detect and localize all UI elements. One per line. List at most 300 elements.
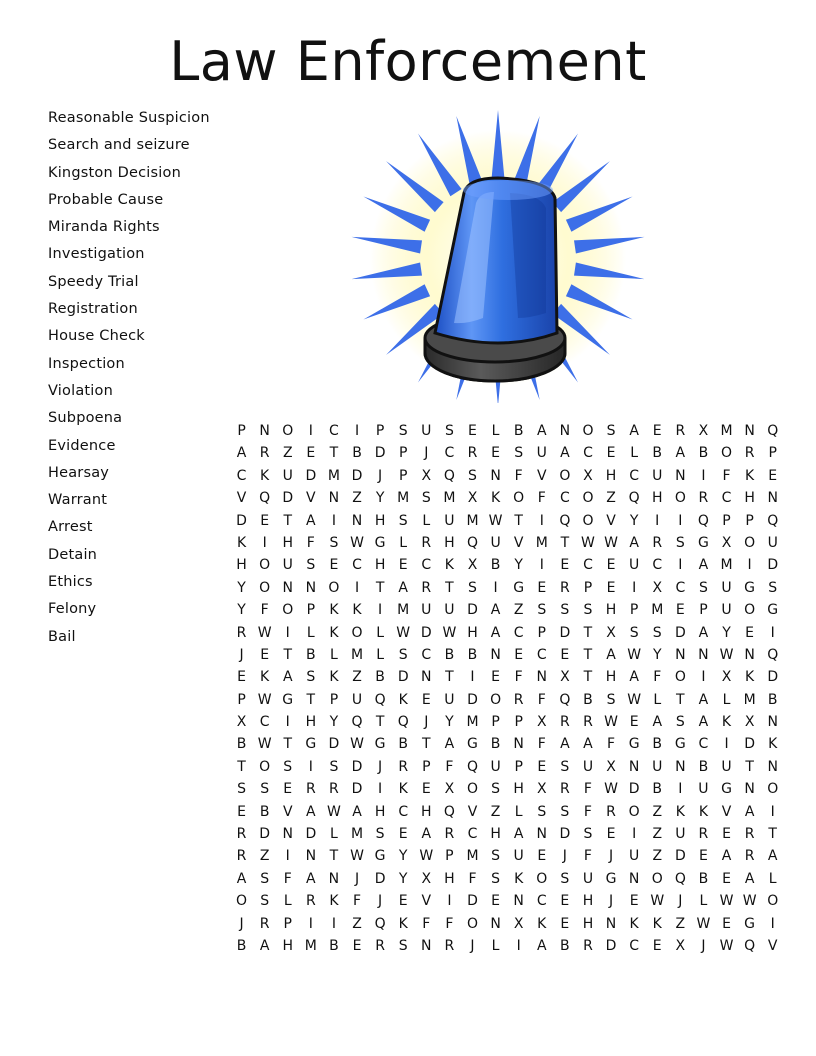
grid-cell[interactable]: L <box>283 893 292 910</box>
grid-cell[interactable]: O <box>744 602 756 619</box>
grid-cell[interactable]: Q <box>767 646 779 663</box>
grid-cell[interactable]: O <box>259 579 271 596</box>
grid-cell[interactable]: N <box>698 646 709 663</box>
grid-cell[interactable]: A <box>698 557 709 574</box>
grid-cell[interactable]: R <box>421 579 432 596</box>
grid-cell[interactable]: H <box>467 624 478 641</box>
grid-cell[interactable]: N <box>675 758 686 775</box>
grid-cell[interactable]: T <box>514 512 523 529</box>
grid-cell[interactable]: F <box>583 781 592 798</box>
grid-cell[interactable]: N <box>421 937 432 954</box>
grid-cell[interactable]: S <box>444 423 454 439</box>
grid-cell[interactable]: C <box>698 736 709 753</box>
grid-cell[interactable]: C <box>398 803 409 820</box>
grid-cell[interactable]: Q <box>466 758 478 775</box>
grid-cell[interactable]: Y <box>237 602 246 619</box>
grid-cell[interactable]: X <box>467 490 478 507</box>
grid-cell[interactable]: H <box>513 781 524 798</box>
grid-cell[interactable]: X <box>536 781 547 798</box>
grid-cell[interactable]: N <box>767 758 778 775</box>
grid-cell[interactable]: H <box>651 490 663 507</box>
grid-cell[interactable]: E <box>606 557 616 574</box>
grid-cell[interactable]: U <box>629 848 640 865</box>
grid-cell[interactable]: A <box>536 423 547 439</box>
grid-cell[interactable]: U <box>490 758 501 775</box>
grid-cell[interactable]: D <box>259 826 271 843</box>
grid-cell[interactable]: C <box>675 579 686 596</box>
grid-cell[interactable]: N <box>675 467 686 484</box>
grid-cell[interactable]: C <box>629 467 640 484</box>
grid-cell[interactable]: U <box>721 758 732 775</box>
grid-cell[interactable]: R <box>559 781 570 798</box>
grid-cell[interactable]: W <box>719 646 734 663</box>
grid-cell[interactable]: S <box>398 512 408 529</box>
grid-cell[interactable]: S <box>306 669 316 686</box>
grid-cell[interactable]: P <box>237 423 246 439</box>
grid-cell[interactable]: F <box>422 915 431 932</box>
grid-cell[interactable]: R <box>467 445 478 462</box>
grid-cell[interactable]: I <box>678 781 683 798</box>
grid-cell[interactable]: C <box>444 445 455 462</box>
grid-cell[interactable]: F <box>445 758 454 775</box>
grid-cell[interactable]: C <box>583 445 593 462</box>
grid-cell[interactable]: E <box>722 870 731 887</box>
grid-cell[interactable]: K <box>675 803 685 820</box>
grid-cell[interactable]: F <box>468 870 477 887</box>
grid-cell[interactable]: E <box>421 691 431 708</box>
grid-cell[interactable]: K <box>444 557 454 574</box>
grid-cell[interactable]: Y <box>629 512 639 529</box>
grid-cell[interactable]: T <box>583 669 593 686</box>
grid-cell[interactable]: H <box>490 826 501 843</box>
grid-cell[interactable]: G <box>628 736 640 753</box>
grid-cell[interactable]: I <box>378 781 383 798</box>
grid-cell[interactable]: R <box>583 714 593 731</box>
grid-cell[interactable]: J <box>470 937 475 954</box>
grid-cell[interactable]: W <box>350 534 364 551</box>
grid-cell[interactable]: U <box>721 602 732 619</box>
grid-cell[interactable]: T <box>560 534 570 551</box>
grid-cell[interactable]: Z <box>352 490 362 507</box>
grid-cell[interactable]: S <box>560 758 570 775</box>
grid-cell[interactable]: E <box>537 579 547 596</box>
grid-cell[interactable]: U <box>652 758 663 775</box>
grid-cell[interactable]: D <box>605 937 617 954</box>
grid-cell[interactable]: L <box>722 691 731 708</box>
grid-cell[interactable]: N <box>536 669 547 686</box>
grid-cell[interactable]: Q <box>697 512 709 529</box>
grid-cell[interactable]: D <box>467 691 478 708</box>
grid-cell[interactable]: U <box>536 445 547 462</box>
grid-cell[interactable]: A <box>306 803 316 820</box>
grid-cell[interactable]: R <box>398 758 409 775</box>
grid-cell[interactable]: W <box>719 937 734 954</box>
grid-cell[interactable]: S <box>237 781 246 798</box>
grid-cell[interactable]: O <box>674 669 686 686</box>
grid-cell[interactable]: E <box>675 602 685 619</box>
grid-cell[interactable]: N <box>744 423 755 439</box>
grid-cell[interactable]: C <box>536 893 547 910</box>
grid-cell[interactable]: C <box>236 467 247 484</box>
grid-cell[interactable]: E <box>606 826 616 843</box>
grid-cell[interactable]: I <box>378 602 383 619</box>
grid-cell[interactable]: G <box>374 848 386 865</box>
grid-cell[interactable]: I <box>747 557 752 574</box>
grid-cell[interactable]: U <box>767 534 778 551</box>
grid-cell[interactable]: Z <box>259 848 270 865</box>
grid-cell[interactable]: Q <box>374 915 386 932</box>
grid-cell[interactable]: V <box>421 893 432 910</box>
grid-cell[interactable]: Q <box>744 937 756 954</box>
grid-cell[interactable]: G <box>282 691 294 708</box>
grid-cell[interactable]: G <box>513 579 525 596</box>
grid-cell[interactable]: S <box>329 534 339 551</box>
grid-cell[interactable]: E <box>722 915 731 932</box>
grid-cell[interactable]: B <box>259 803 270 820</box>
grid-cell[interactable]: E <box>398 557 408 574</box>
grid-cell[interactable]: M <box>304 937 317 954</box>
grid-cell[interactable]: B <box>652 781 663 798</box>
grid-cell[interactable]: O <box>767 781 779 798</box>
grid-cell[interactable]: S <box>583 602 593 619</box>
grid-cell[interactable]: E <box>629 893 639 910</box>
grid-cell[interactable]: U <box>444 512 455 529</box>
grid-cell[interactable]: C <box>259 714 270 731</box>
grid-cell[interactable]: W <box>627 646 642 663</box>
grid-cell[interactable]: K <box>260 669 270 686</box>
grid-cell[interactable]: O <box>651 870 663 887</box>
grid-cell[interactable]: Q <box>559 512 571 529</box>
grid-cell[interactable]: I <box>470 669 475 686</box>
grid-cell[interactable]: K <box>398 691 408 708</box>
grid-cell[interactable]: O <box>582 423 594 439</box>
grid-cell[interactable]: F <box>722 467 731 484</box>
grid-cell[interactable]: R <box>652 534 663 551</box>
grid-cell[interactable]: H <box>582 915 594 932</box>
grid-cell[interactable]: G <box>305 736 317 753</box>
grid-cell[interactable]: A <box>721 848 732 865</box>
grid-cell[interactable]: N <box>536 826 547 843</box>
grid-cell[interactable]: K <box>329 669 339 686</box>
grid-cell[interactable]: I <box>331 512 336 529</box>
grid-cell[interactable]: D <box>351 467 363 484</box>
grid-cell[interactable]: M <box>466 714 479 731</box>
grid-cell[interactable]: L <box>330 646 338 663</box>
grid-cell[interactable]: R <box>305 893 316 910</box>
grid-cell[interactable]: R <box>259 915 270 932</box>
grid-cell[interactable]: X <box>421 467 432 484</box>
grid-cell[interactable]: V <box>536 467 547 484</box>
grid-cell[interactable]: E <box>652 423 662 439</box>
grid-cell[interactable]: K <box>398 915 408 932</box>
grid-cell[interactable]: A <box>236 445 247 462</box>
grid-cell[interactable]: X <box>467 557 478 574</box>
grid-cell[interactable]: R <box>236 826 247 843</box>
grid-cell[interactable]: J <box>239 646 244 663</box>
grid-cell[interactable]: L <box>630 445 639 462</box>
grid-cell[interactable]: R <box>305 781 316 798</box>
grid-cell[interactable]: S <box>583 826 593 843</box>
grid-cell[interactable]: T <box>583 646 593 663</box>
grid-cell[interactable]: B <box>467 646 478 663</box>
grid-cell[interactable]: R <box>698 490 709 507</box>
grid-cell[interactable]: R <box>559 579 570 596</box>
grid-cell[interactable]: R <box>744 826 755 843</box>
grid-cell[interactable]: N <box>513 736 524 753</box>
grid-cell[interactable]: C <box>583 557 593 574</box>
grid-cell[interactable]: E <box>652 937 662 954</box>
grid-cell[interactable]: S <box>260 893 270 910</box>
grid-cell[interactable]: P <box>283 915 292 932</box>
grid-cell[interactable]: I <box>632 826 637 843</box>
grid-cell[interactable]: C <box>513 624 524 641</box>
grid-cell[interactable]: B <box>329 937 339 954</box>
grid-cell[interactable]: W <box>604 781 618 798</box>
grid-cell[interactable]: G <box>374 534 386 551</box>
grid-cell[interactable]: O <box>282 423 294 439</box>
grid-cell[interactable]: M <box>535 534 548 551</box>
grid-cell[interactable]: J <box>378 893 383 910</box>
grid-cell[interactable]: P <box>491 714 500 731</box>
grid-cell[interactable]: V <box>606 512 616 529</box>
grid-cell[interactable]: A <box>652 714 663 731</box>
grid-cell[interactable]: O <box>490 691 502 708</box>
grid-cell[interactable]: O <box>466 781 478 798</box>
grid-cell[interactable]: W <box>350 848 364 865</box>
grid-cell[interactable]: Q <box>397 714 409 731</box>
grid-cell[interactable]: A <box>352 803 362 820</box>
grid-cell[interactable]: E <box>514 646 524 663</box>
grid-cell[interactable]: Z <box>652 848 663 865</box>
grid-cell[interactable]: R <box>744 445 755 462</box>
grid-cell[interactable]: S <box>560 803 570 820</box>
grid-cell[interactable]: X <box>236 714 247 731</box>
grid-cell[interactable]: R <box>675 423 686 439</box>
grid-cell[interactable]: P <box>445 848 454 865</box>
grid-cell[interactable]: I <box>262 534 267 551</box>
grid-cell[interactable]: G <box>605 870 617 887</box>
grid-cell[interactable]: D <box>374 870 386 887</box>
grid-cell[interactable]: W <box>419 848 434 865</box>
grid-cell[interactable]: I <box>539 512 544 529</box>
grid-cell[interactable]: D <box>467 893 478 910</box>
grid-cell[interactable]: H <box>282 534 293 551</box>
grid-cell[interactable]: B <box>767 691 778 708</box>
grid-cell[interactable]: W <box>257 624 272 641</box>
grid-cell[interactable]: T <box>375 714 385 731</box>
grid-cell[interactable]: H <box>374 803 386 820</box>
grid-cell[interactable]: G <box>744 579 756 596</box>
grid-cell[interactable]: D <box>467 602 478 619</box>
grid-cell[interactable]: T <box>237 758 246 775</box>
grid-cell[interactable]: E <box>560 893 570 910</box>
grid-cell[interactable]: U <box>444 691 455 708</box>
grid-cell[interactable]: K <box>629 915 639 932</box>
grid-cell[interactable]: I <box>308 423 313 439</box>
grid-cell[interactable]: R <box>698 826 709 843</box>
grid-cell[interactable]: W <box>719 893 734 910</box>
grid-cell[interactable]: X <box>513 915 524 932</box>
grid-cell[interactable]: B <box>444 646 455 663</box>
grid-cell[interactable]: K <box>721 714 732 731</box>
grid-cell[interactable]: I <box>632 579 637 596</box>
grid-cell[interactable]: N <box>513 893 524 910</box>
grid-cell[interactable]: M <box>350 826 364 843</box>
grid-cell[interactable]: X <box>721 669 732 686</box>
grid-cell[interactable]: I <box>539 557 544 574</box>
grid-cell[interactable]: B <box>398 736 408 753</box>
grid-cell[interactable]: R <box>236 624 247 641</box>
grid-cell[interactable]: F <box>283 870 292 887</box>
grid-cell[interactable]: K <box>236 534 247 551</box>
grid-cell[interactable]: G <box>744 915 756 932</box>
grid-cell[interactable]: M <box>743 691 756 708</box>
grid-cell[interactable]: L <box>399 534 408 551</box>
grid-cell[interactable]: U <box>490 534 501 551</box>
grid-cell[interactable]: O <box>351 624 363 641</box>
grid-cell[interactable]: A <box>282 669 293 686</box>
grid-cell[interactable]: U <box>421 423 432 439</box>
grid-cell[interactable]: D <box>420 624 432 641</box>
grid-cell[interactable]: N <box>559 423 571 439</box>
grid-cell[interactable]: D <box>374 445 386 462</box>
grid-cell[interactable]: O <box>559 467 571 484</box>
grid-cell[interactable]: I <box>701 467 706 484</box>
grid-cell[interactable]: I <box>493 579 498 596</box>
grid-cell[interactable]: W <box>696 915 711 932</box>
grid-cell[interactable]: K <box>698 803 709 820</box>
grid-cell[interactable]: V <box>767 937 778 954</box>
grid-cell[interactable]: S <box>560 602 570 619</box>
grid-cell[interactable]: T <box>375 579 385 596</box>
grid-cell[interactable]: X <box>536 714 547 731</box>
grid-cell[interactable]: M <box>720 557 733 574</box>
grid-cell[interactable]: G <box>674 736 686 753</box>
grid-cell[interactable]: B <box>560 937 570 954</box>
grid-cell[interactable]: C <box>559 490 570 507</box>
grid-cell[interactable]: S <box>606 691 616 708</box>
grid-cell[interactable]: H <box>444 534 455 551</box>
grid-cell[interactable]: S <box>421 490 431 507</box>
grid-cell[interactable]: N <box>675 646 686 663</box>
grid-cell[interactable]: R <box>259 445 270 462</box>
grid-cell[interactable]: N <box>490 915 501 932</box>
grid-cell[interactable]: X <box>652 579 663 596</box>
grid-cell[interactable]: R <box>421 534 432 551</box>
grid-cell[interactable]: N <box>305 579 317 596</box>
grid-cell[interactable]: Y <box>237 579 246 596</box>
grid-cell[interactable]: K <box>329 893 339 910</box>
grid-cell[interactable]: S <box>398 937 408 954</box>
grid-cell[interactable]: A <box>583 736 593 753</box>
grid-cell[interactable]: I <box>678 557 683 574</box>
grid-cell[interactable]: N <box>259 423 270 439</box>
grid-cell[interactable]: O <box>744 534 756 551</box>
grid-cell[interactable]: W <box>257 736 272 753</box>
grid-cell[interactable]: S <box>698 579 708 596</box>
grid-cell[interactable]: A <box>698 691 709 708</box>
grid-cell[interactable]: S <box>537 803 547 820</box>
grid-cell[interactable]: M <box>720 423 733 439</box>
grid-cell[interactable]: K <box>514 870 524 887</box>
grid-cell[interactable]: I <box>285 624 290 641</box>
grid-cell[interactable]: F <box>352 893 362 910</box>
grid-cell[interactable]: Q <box>443 803 455 820</box>
grid-cell[interactable]: T <box>445 579 454 596</box>
grid-cell[interactable]: V <box>721 803 732 820</box>
grid-cell[interactable]: M <box>397 490 410 507</box>
grid-cell[interactable]: F <box>653 669 662 686</box>
grid-cell[interactable]: Z <box>352 669 362 686</box>
grid-cell[interactable]: B <box>236 736 247 753</box>
grid-cell[interactable]: F <box>583 803 592 820</box>
grid-cell[interactable]: K <box>537 915 547 932</box>
grid-cell[interactable]: L <box>306 624 315 641</box>
grid-cell[interactable]: B <box>490 736 501 753</box>
grid-cell[interactable]: L <box>491 423 500 439</box>
grid-cell[interactable]: D <box>674 624 686 641</box>
grid-cell[interactable]: E <box>398 893 408 910</box>
grid-cell[interactable]: S <box>468 579 477 596</box>
grid-cell[interactable]: X <box>444 781 455 798</box>
grid-cell[interactable]: W <box>627 691 642 708</box>
grid-cell[interactable]: U <box>351 691 363 708</box>
grid-cell[interactable]: Z <box>652 803 663 820</box>
grid-cell[interactable]: E <box>398 826 408 843</box>
grid-cell[interactable]: O <box>582 490 594 507</box>
grid-cell[interactable]: F <box>445 915 454 932</box>
grid-cell[interactable]: V <box>306 490 316 507</box>
grid-cell[interactable]: D <box>744 736 755 753</box>
grid-cell[interactable]: Q <box>374 691 386 708</box>
grid-cell[interactable]: Y <box>398 848 408 865</box>
grid-cell[interactable]: T <box>306 691 316 708</box>
grid-cell[interactable]: E <box>560 646 570 663</box>
grid-cell[interactable]: D <box>328 736 340 753</box>
grid-cell[interactable]: G <box>721 781 732 798</box>
grid-cell[interactable]: C <box>536 646 547 663</box>
grid-cell[interactable]: O <box>466 915 478 932</box>
grid-cell[interactable]: Z <box>352 915 362 932</box>
grid-cell[interactable]: P <box>514 714 523 731</box>
grid-cell[interactable]: D <box>282 490 294 507</box>
grid-cell[interactable]: F <box>260 602 269 619</box>
grid-cell[interactable]: Q <box>674 870 686 887</box>
grid-cell[interactable]: D <box>559 624 571 641</box>
grid-cell[interactable]: N <box>351 512 363 529</box>
grid-cell[interactable]: Y <box>445 714 454 731</box>
grid-cell[interactable]: K <box>329 602 339 619</box>
grid-cell[interactable]: L <box>768 870 777 887</box>
grid-cell[interactable]: E <box>237 803 246 820</box>
grid-cell[interactable]: H <box>374 557 386 574</box>
grid-cell[interactable]: L <box>422 512 431 529</box>
grid-cell[interactable]: Q <box>259 490 271 507</box>
grid-cell[interactable]: P <box>768 445 777 462</box>
grid-cell[interactable]: U <box>421 602 432 619</box>
grid-cell[interactable]: O <box>767 893 779 910</box>
grid-cell[interactable]: Y <box>398 870 408 887</box>
grid-cell[interactable]: A <box>675 445 686 462</box>
grid-cell[interactable]: H <box>744 490 755 507</box>
grid-cell[interactable]: T <box>745 758 754 775</box>
grid-cell[interactable]: O <box>513 490 525 507</box>
grid-cell[interactable]: X <box>583 467 593 484</box>
grid-cell[interactable]: W <box>257 691 272 708</box>
grid-cell[interactable]: K <box>768 736 778 753</box>
grid-cell[interactable]: J <box>424 714 429 731</box>
grid-cell[interactable]: I <box>285 848 290 865</box>
